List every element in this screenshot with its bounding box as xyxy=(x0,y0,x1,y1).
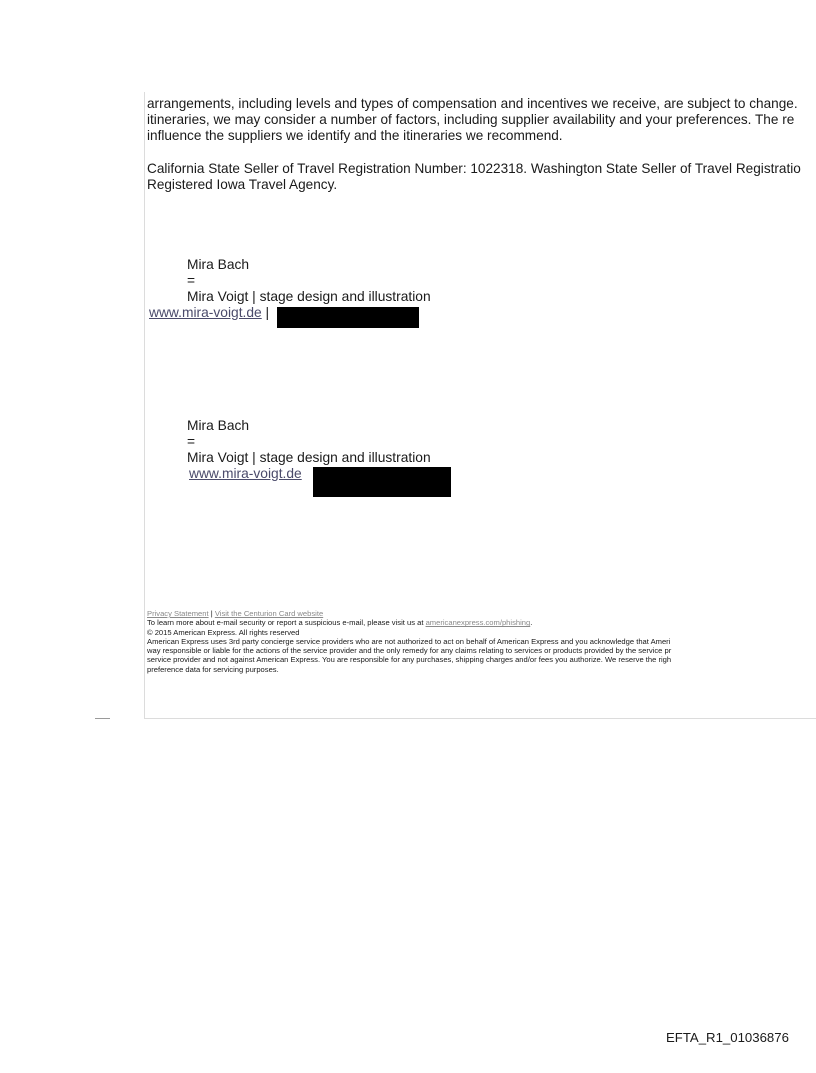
signature-title: Mira Voigt | stage design and illustration xyxy=(187,289,431,304)
signature-separator: = xyxy=(187,434,196,449)
body-paragraph-line: arrangements, including levels and types of compensation and incentives we receive, are subject to change. xyxy=(147,96,798,111)
disclaimer-line: preference data for servicing purposes. xyxy=(147,664,279,674)
security-end: . xyxy=(530,618,533,628)
email-footer xyxy=(147,609,816,674)
signature-title: Mira Voigt | stage design and illustration xyxy=(187,450,431,465)
signature-website-row xyxy=(189,466,302,482)
document-id: EFTA_R1_01036876 xyxy=(666,1030,789,1045)
privacy-statement-link[interactable]: Privacy Statement xyxy=(147,609,209,618)
signature-separator: = xyxy=(187,273,196,288)
footer-links-row xyxy=(147,609,816,618)
registration-line: Registered Iowa Travel Agency. xyxy=(147,177,338,192)
registration-line: California State Seller of Travel Registration Number: 1022318. Washington State Seller of Travel Registratio xyxy=(147,161,801,176)
disclaimer-line: service provider and not against American Express. You are responsible for any purchases, shipping charges and/or fees you authorize. We reserve the righ xyxy=(147,655,672,665)
website-pipe: | xyxy=(261,305,270,320)
centurion-card-link[interactable]: Visit the Centurion Card website xyxy=(214,609,324,618)
security-text: To learn more about e-mail security or report a suspicious e-mail, please visit us at xyxy=(147,618,426,628)
signature-website-row xyxy=(149,305,269,321)
copyright-text: © 2015 American Express. All rights reserved xyxy=(147,627,300,637)
footer-link-separator: | xyxy=(208,609,215,618)
phishing-link[interactable]: americanexpress.com/phishing xyxy=(425,618,531,628)
signature-name: Mira Bach xyxy=(187,257,250,272)
website-link[interactable]: www.mira-voigt.de xyxy=(189,466,302,481)
redaction-box xyxy=(313,467,451,497)
signature-name: Mira Bach xyxy=(187,418,250,433)
body-paragraph-line: influence the suppliers we identify and the itineraries we recommend. xyxy=(147,128,563,143)
disclaimer-line: American Express uses 3rd party concierge service providers who are not authorized to act on behalf of American Express and you acknowledge that Ameri xyxy=(147,636,671,646)
website-link[interactable]: www.mira-voigt.de xyxy=(149,305,262,320)
redaction-box xyxy=(277,307,419,328)
footer-security-row xyxy=(147,618,816,627)
body-paragraph-line: itineraries, we may consider a number of factors, including supplier availability and your preferences. The re xyxy=(147,112,795,127)
email-body-frame xyxy=(144,92,816,719)
disclaimer-line: way responsible or liable for the actions of the service provider and the only remedy for any claims relating to services or products provided by the service pr xyxy=(147,646,672,656)
page-mark xyxy=(95,718,110,719)
